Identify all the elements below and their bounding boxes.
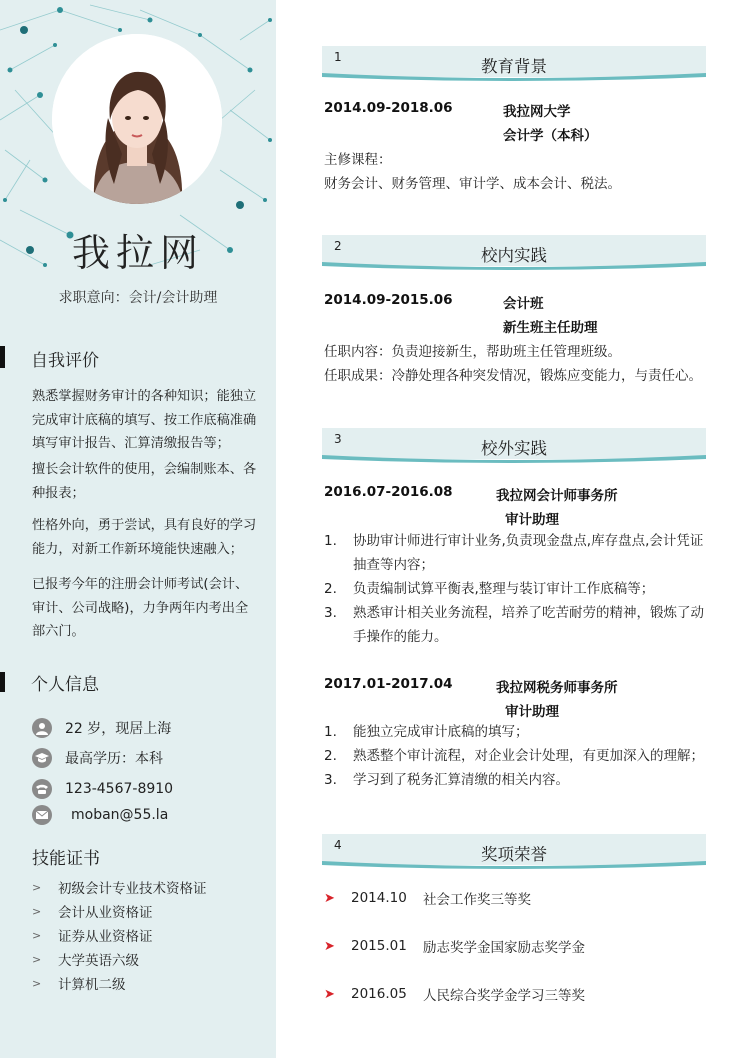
item-text: 熟悉整个审计流程，对企业会计处理，有更加深入的理解； [353, 748, 704, 764]
award-name: 人民综合奖学金学习三等奖 [423, 988, 585, 1004]
item-text: 负责编制试算平衡表,整理与装订审计工作底稿等； [353, 581, 655, 597]
item-text: 学习到了税务汇算清缴的相关内容。 [353, 772, 569, 788]
self-eval-paragraph: 擅长会计软件的使用，会编制账本、各种报表； [32, 462, 257, 501]
certificate-text: 会计从业资格证 [58, 905, 153, 921]
section-title: 校内实践 [481, 246, 547, 265]
job-org: 我拉网会计师事务所 [496, 488, 618, 504]
certificate-item [32, 901, 153, 921]
campus-line: 任职内容：负责迎接新生，帮助班主任管理班级。 [324, 344, 621, 360]
chevron-right-icon: > [32, 880, 42, 894]
info-text: 123-4567-8910 [65, 781, 174, 797]
item-number: 3. [324, 605, 337, 621]
job-intent-label: 求职意向： [58, 290, 129, 306]
personal-info-title: 个人信息 [31, 674, 99, 695]
personal-info-heading [0, 670, 99, 694]
education-major: 会计学（本科） [503, 128, 598, 144]
campus-line: 任职成果：冷静处理各种突发情况，锻炼应变能力，与责任心。 [324, 368, 702, 384]
item-number: 1. [324, 724, 337, 740]
chevron-right-icon: > [32, 904, 42, 918]
section-number: 3 [334, 432, 342, 446]
chevron-right-icon: > [32, 952, 42, 966]
job-org: 我拉网税务师事务所 [496, 680, 618, 696]
info-email [32, 804, 168, 826]
red-arrow-icon: ➤ [324, 890, 335, 906]
sidebar [0, 0, 276, 1058]
campus-date: 2014.09-2015.06 [324, 292, 453, 308]
item-number: 2. [324, 581, 337, 597]
education-school: 我拉网大学 [503, 104, 571, 120]
info-text: moban@55.la [71, 807, 169, 823]
item-number: 2. [324, 748, 337, 764]
mail-icon [32, 805, 52, 825]
award-date: 2016.05 [351, 986, 407, 1002]
awards-section-header [322, 834, 706, 870]
item-text: 协助审计师进行审计业务,负责现金盘点,库存盘点,会计凭证抽查等内容； [353, 533, 704, 573]
award-date: 2014.10 [351, 890, 407, 906]
section-title: 教育背景 [481, 57, 547, 76]
award-item [324, 983, 585, 1005]
job-role: 审计助理 [505, 704, 559, 720]
job-date: 2016.07-2016.08 [324, 484, 453, 500]
info-age-location [32, 717, 171, 739]
self-eval-title: 自我评价 [31, 350, 99, 371]
certificate-item [32, 973, 126, 993]
section-number: 1 [334, 50, 342, 64]
job-role: 审计助理 [505, 512, 559, 528]
chevron-right-icon: > [32, 976, 42, 990]
side-marker [0, 346, 5, 366]
red-arrow-icon: ➤ [324, 986, 335, 1002]
award-name: 励志奖学金国家励志奖学金 [423, 940, 585, 956]
job-duty-item [324, 768, 710, 792]
item-number: 3. [324, 772, 337, 788]
education-section-header [322, 46, 706, 82]
info-text: 最高学历：本科 [65, 751, 163, 767]
portrait-illustration [52, 34, 222, 204]
job-duty-item [324, 577, 710, 601]
section-title: 校外实践 [481, 439, 547, 458]
award-name: 社会工作奖三等奖 [423, 892, 531, 908]
info-text: 22 岁，现居上海 [65, 721, 172, 737]
chevron-right-icon: > [32, 928, 42, 942]
award-date: 2015.01 [351, 938, 407, 954]
certificate-text: 初级会计专业技术资格证 [58, 881, 207, 897]
job-duty-item [324, 720, 710, 744]
self-eval-paragraph: 性格外向，勇于尝试，具有良好的学习能力，对新工作新环境能快速融入； [32, 518, 257, 557]
heading-bar [0, 672, 5, 692]
certificate-item [32, 877, 207, 897]
self-eval-paragraph: 熟悉掌握财务审计的各种知识；能独立完成审计底稿的填写、按工作底稿准确填写审计报告、汇算清缴报告等； [32, 389, 257, 451]
job-intent-value: 会计/会计助理 [128, 290, 218, 306]
job-duty-item [324, 529, 710, 577]
certificate-text: 大学英语六级 [58, 953, 139, 969]
education-date: 2014.09-2018.06 [324, 100, 453, 116]
job-intent [0, 287, 276, 307]
info-phone [32, 778, 173, 800]
self-eval-paragraph: 已报考今年的注册会计师考试(会计、审计、公司战略)，力争两年内考出全部六门。 [32, 577, 249, 639]
section-number: 2 [334, 239, 342, 253]
self-eval-heading [0, 346, 99, 370]
item-text: 能独立完成审计底稿的填写； [353, 724, 529, 740]
award-item [324, 935, 585, 957]
campus-org: 会计班 [503, 296, 544, 312]
education-courses: 财务会计、财务管理、审计学、成本会计、税法。 [324, 176, 621, 192]
item-text: 熟悉审计相关业务流程，培养了吃苦耐劳的精神，锻炼了动手操作的能力。 [353, 605, 704, 645]
info-education [32, 747, 163, 769]
certificates-heading [0, 844, 100, 868]
section-number: 4 [334, 838, 342, 852]
certificate-item [32, 925, 153, 945]
certificate-text: 证券从业资格证 [58, 929, 153, 945]
user-icon [32, 718, 52, 738]
campus-role: 新生班主任助理 [503, 320, 598, 336]
certificate-item [32, 949, 139, 969]
award-item [324, 887, 531, 909]
candidate-name: 我拉网 [71, 231, 204, 275]
avatar [52, 34, 222, 204]
certificates-title: 技能证书 [32, 848, 100, 869]
section-title: 奖项荣誉 [481, 845, 547, 864]
external-section-header [322, 428, 706, 464]
job-duty-item [324, 744, 710, 768]
education-course-label: 主修课程： [324, 152, 392, 168]
graduation-cap-icon [32, 748, 52, 768]
campus-section-header [322, 235, 706, 271]
red-arrow-icon: ➤ [324, 938, 335, 954]
job-duty-item [324, 601, 710, 649]
item-number: 1. [324, 533, 337, 549]
job-date: 2017.01-2017.04 [324, 676, 453, 692]
certificate-text: 计算机二级 [58, 977, 126, 993]
phone-icon [32, 779, 52, 799]
